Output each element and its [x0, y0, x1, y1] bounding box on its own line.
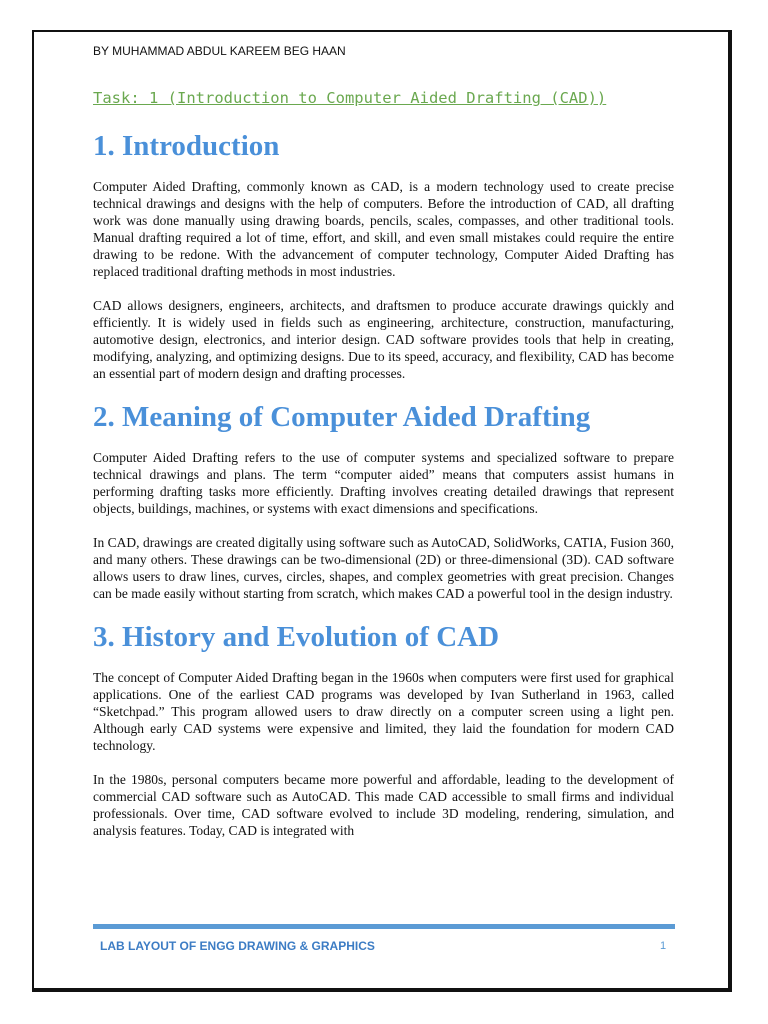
- page-number: 1: [660, 940, 667, 952]
- section-meaning: [93, 399, 674, 602]
- section-heading: 3. History and Evolution of CAD: [93, 621, 500, 653]
- task-title: Task: 1 (Introduction to Computer Aided Drafting (CAD)): [93, 89, 607, 107]
- footer-divider: [93, 924, 675, 929]
- footer-title: LAB LAYOUT OF ENGG DRAWING & GRAPHICS: [100, 939, 375, 953]
- section-heading: 2. Meaning of Computer Aided Drafting: [93, 401, 591, 433]
- section-introduction: [93, 128, 674, 382]
- paragraph: CAD allows designers, engineers, architects, and draftsmen to produce accurate drawings quickly and efficiently. It is widely used in fields such as engineering, architecture, construction, manufacturing, automotive design, electronics, and interior design. CAD software provides tools that help in creating, modifying, analyzing, and optimizing designs. Due to its speed, accuracy, and flexibility, CAD has become an essential part of modern design and drafting processes.: [93, 298, 674, 381]
- section-heading: 1. Introduction: [93, 130, 280, 162]
- paragraph: In CAD, drawings are created digitally using software such as AutoCAD, SolidWorks, CATIA, Fusion 360, and many others. These drawings can be two-dimensional (2D) or three-dimensional (3D). CAD software allows users to draw lines, curves, circles, shapes, and complex geometries with great precision. Changes can be made easily without starting from scratch, which makes CAD a powerful tool in the design industry.: [93, 535, 674, 601]
- document-content: [93, 128, 674, 856]
- paragraph: The concept of Computer Aided Drafting began in the 1960s when computers were first used for graphical applications. One of the earliest CAD programs was developed by Ivan Sutherland in 1963, called “Sketchpad.” This program allowed users to draw directly on a computer screen using a light pen. Although early CAD systems were expensive and limited, they laid the foundation for modern CAD technology.: [93, 670, 674, 753]
- paragraph: Computer Aided Drafting refers to the use of computer systems and specialized software to prepare technical drawings and plans. The term “computer aided” means that computers assist humans in performing drafting tasks more efficiently. Drafting involves creating detailed drawings that represent objects, buildings, machines, or systems with exact dimensions and specifications.: [93, 450, 674, 516]
- paragraph: In the 1980s, personal computers became more powerful and affordable, leading to the development of commercial CAD software such as AutoCAD. This made CAD accessible to small firms and individual professionals. Over time, CAD software evolved to include 3D modeling, rendering, simulation, and analysis features. Today, CAD is integrated with: [93, 772, 674, 838]
- section-history: [93, 619, 674, 839]
- paragraph: Computer Aided Drafting, commonly known as CAD, is a modern technology used to create precise technical drawings and designs with the help of computers. Before the introduction of CAD, all drafting work was done manually using drawing boards, pencils, scales, compasses, and other traditional tools. Manual drafting required a lot of time, effort, and skill, and even small mistakes could require the entire drawing to be redone. With the advancement of computer technology, Computer Aided Drafting has replaced traditional drafting methods in most industries.: [93, 179, 674, 279]
- author-line: BY MUHAMMAD ABDUL KAREEM BEG HAAN: [93, 44, 346, 58]
- page-body: [93, 0, 675, 903]
